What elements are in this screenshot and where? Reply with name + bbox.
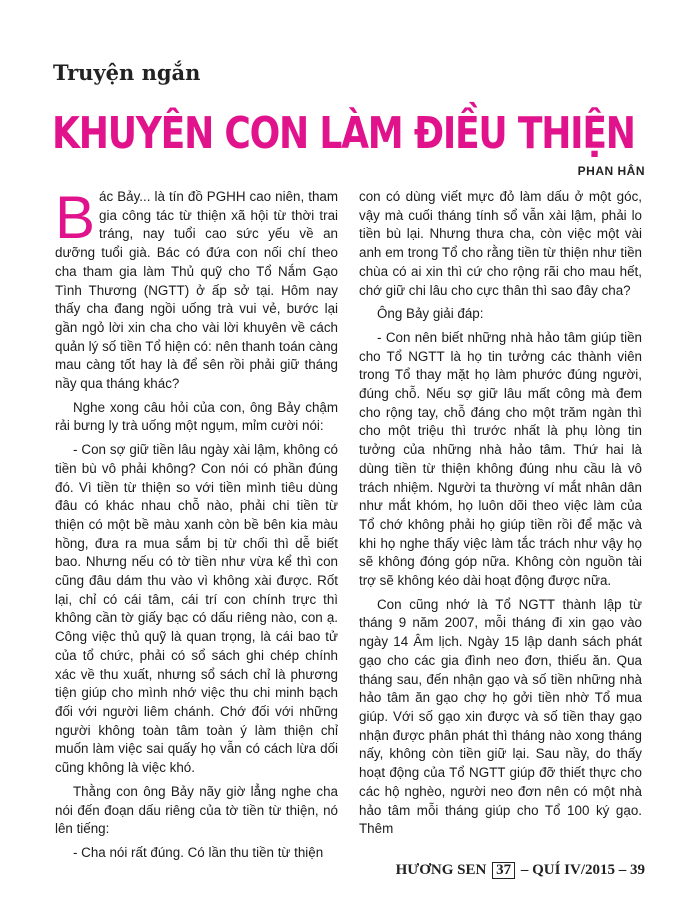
article-paragraph: con có dùng viết mực đỏ làm dấu ở một góc, vậy mà cuối tháng tính sổ vẫn xài lậm, phải lo tiền bù lại. Nhưng thưa cha, còn việc một vài anh em trong Tổ cho rằng tiền từ thiện như tiền chùa có ai xin thì cứ cho rộng rãi cho mau hết, chớ giữ chi lâu cho cực thân thì sao đây cha?	[359, 189, 642, 298]
article-author: PHAN HÂN	[577, 164, 645, 178]
drop-cap: B	[55, 184, 96, 251]
article-paragraph: - Con nên biết những nhà hảo tâm giúp tiền cho Tổ NGTT là họ tin tưởng các thành viên trong Tổ thay mặt họ làm phước đúng người, đúng chỗ. Nếu sợ giữ lâu mất công mà đem cho rộng tay, chỗ đáng cho một trăm ngàn thì cho một triệu thì trước nhất là phụ lòng tin tưởng của những nhà hảo tâm. Thứ hai là dùng tiền từ thiện không đúng nhu cầu là vô trách nhiệm. Người ta thường ví mắt nhân dân như mắt khóm, họ luôn dõi theo việc làm của Tổ chớ không phải họ giúp tiền rồi để mặc và khi họ nghe thấy việc làm tắc trách như vậy họ sẽ không đóng góp nữa. Không còn nguồn tài trợ sẽ không kéo dài hoạt động được nữa.	[359, 329, 642, 589]
article-kicker: Truyện ngắn	[53, 60, 201, 85]
magazine-name: HƯƠNG SEN	[395, 862, 487, 878]
article-paragraph: Nghe xong câu hỏi của con, ông Bảy chậm rải bưng ly trà uống một ngụm, mỉm cười nói:	[55, 399, 338, 434]
article-paragraph: Ông Bảy giải đáp:	[377, 306, 484, 322]
article-paragraph: Bác Bảy... là tín đồ PGHH cao niên, tham gia công tác từ thiện xã hội từ thời trai tráng, nay tuổi cao sức yếu về an dưỡng tuổi già. Bác có đứa con nối chí theo cha tham gia làm Thủ quỹ cho Tổ Nắm Gạo Tình Thương (NGTT) ở ấp sở tại. Hôm nay thấy cha đang ngồi uống trà vui vẻ, bước lại gần ngỏ lời xin cha cho vài lời khuyên về cách quản lý số tiền Tổ hiện có: nên thanh toán càng mau càng tốt hay là để sên rồi phải giữ tháng nầy qua tháng khác?	[55, 184, 338, 392]
issue-info: – QUÍ IV/2015 – 39	[520, 862, 645, 878]
page-footer	[396, 862, 645, 879]
page-number: 37	[492, 862, 515, 879]
article-paragraph: Con cũng nhớ là Tổ NGTT thành lập từ tháng 9 năm 2007, mỗi tháng đi xin gạo vào ngày 14 Âm lịch. Ngày 15 lập danh sách phát gạo cho các gia đình neo đơn, thiếu ăn. Qua tháng sau, đến nhận gạo và số tiền những nhà hảo tâm ăn gạo chợ họ gởi tiền nhờ Tổ mua giúp. Với số gạo xin được và số tiền thay gạo nhận được phân phát thì tháng nào xong tháng nấy, không còn tiền giữ lại. Sau nầy, do thấy hoạt động của Tổ NGTT giúp đỡ thiết thực cho các hộ nghèo, người neo đơn nên có một nhà hảo tâm mỗi tháng giúp cho Tổ 100 ký gạo. Thêm	[359, 596, 642, 837]
article-column-right	[359, 188, 642, 844]
article-paragraph: Thằng con ông Bảy nãy giờ lẳng nghe cha nói đến đoạn dấu riêng của tờ tiền từ thiện, nó lên tiếng:	[55, 783, 338, 837]
article-paragraph: - Cha nói rất đúng. Có lần thu tiền từ thiện	[73, 844, 324, 860]
article-title: KHUYÊN CON LÀM ĐIỀU THIỆN	[52, 108, 635, 159]
article-column-left	[55, 184, 338, 868]
article-paragraph: - Con sợ giữ tiền lâu ngày xài lậm, không có tiền bù vô phải không? Con nói có phần đúng đó. Vì tiền từ thiện so với tiền mình tiêu dùng đâu có khác nhau chỗ nào, phải chi tiền từ thiện có một bề màu xanh còn bề bên kia màu hồng, đưa ra mua sắm bị từ chối thì dễ biết bao. Nhưng nếu có tờ tiền như vừa kể thì con cũng đâu dám thu vào vì không xài được. Rốt lại, chỉ có cái tâm, cái trí con chính trực thì không cần tờ giấy bạc có dấu riêng nào, con ạ. Công việc thủ quỹ là quan trọng, là cái bao tử của tổ chức, phải có sổ sách ghi chép chính xác về thu xuất, nhưng sổ sách chỉ là phương tiện giúp cho mình nhớ việc thu chi minh bạch đối với người liêm chánh. Chớ đối với những người không toàn tâm toàn ý làm thiện chỉ muốn làm việc sai quấy họ vẫn có cách lừa dối cũng không là việc khó.	[55, 442, 338, 776]
